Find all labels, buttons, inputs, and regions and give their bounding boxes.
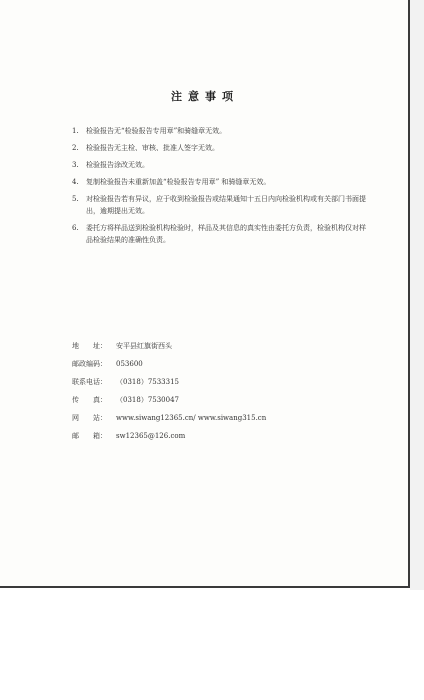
note-text: 检验报告无“检验报告专用章”和骑缝章无效。 [86, 127, 227, 135]
website-value: www.siwang12365.cn/ www.siwang315.cn [116, 414, 267, 422]
page-title: 注意事项 [171, 90, 239, 103]
note-item [72, 142, 372, 154]
note-number: 2. [72, 144, 79, 152]
email-value: sw12365@126.com [116, 432, 186, 440]
address-label: 地 址： [72, 342, 107, 350]
note-text: 委托方将样品送到检验机构检验时，样品及其信息的真实性由委托方负责，检验机构仅对样品检验结果的准确性负责。 [86, 224, 366, 244]
email-row [72, 430, 372, 442]
note-number: 1. [72, 127, 79, 135]
contact-info [72, 340, 372, 448]
note-text: 检验报告无主检、审核、批准人签字无效。 [86, 144, 219, 152]
note-number: 3. [72, 161, 79, 169]
note-number: 4. [72, 178, 79, 186]
fax-label: 传 真： [72, 396, 107, 404]
note-text: 复制检验报告未重新加盖“检验报告专用章” 和骑缝章无效。 [86, 178, 271, 186]
website-label: 网 站： [72, 414, 107, 422]
phone-row [72, 376, 372, 388]
note-text: 检验报告涂改无效。 [86, 161, 149, 169]
note-number: 5. [72, 195, 79, 203]
postcode-label: 邮政编码： [72, 360, 107, 368]
address-value: 安平县红旗街西头 [116, 342, 172, 350]
fax-row [72, 394, 372, 406]
fax-value: （0318）7530047 [116, 396, 179, 404]
phone-label: 联系电话： [72, 378, 107, 386]
postcode-value: 053600 [116, 360, 143, 368]
postcode-row [72, 358, 372, 370]
note-number: 6. [72, 224, 79, 232]
note-item [72, 176, 372, 188]
page-edge-margin [410, 0, 424, 590]
website-row [72, 412, 372, 424]
note-item [72, 159, 372, 171]
note-text: 对检验报告若有异议，应于收到检验报告或结果通知十五日内向检验机构或有关部门书面提出，逾期提出无效。 [86, 195, 366, 215]
note-item [72, 222, 372, 246]
email-label: 邮 箱： [72, 432, 107, 440]
notes-list [72, 125, 372, 251]
note-item [72, 193, 372, 217]
address-row [72, 340, 372, 352]
note-item [72, 125, 372, 137]
phone-value: （0318）7533315 [116, 378, 179, 386]
